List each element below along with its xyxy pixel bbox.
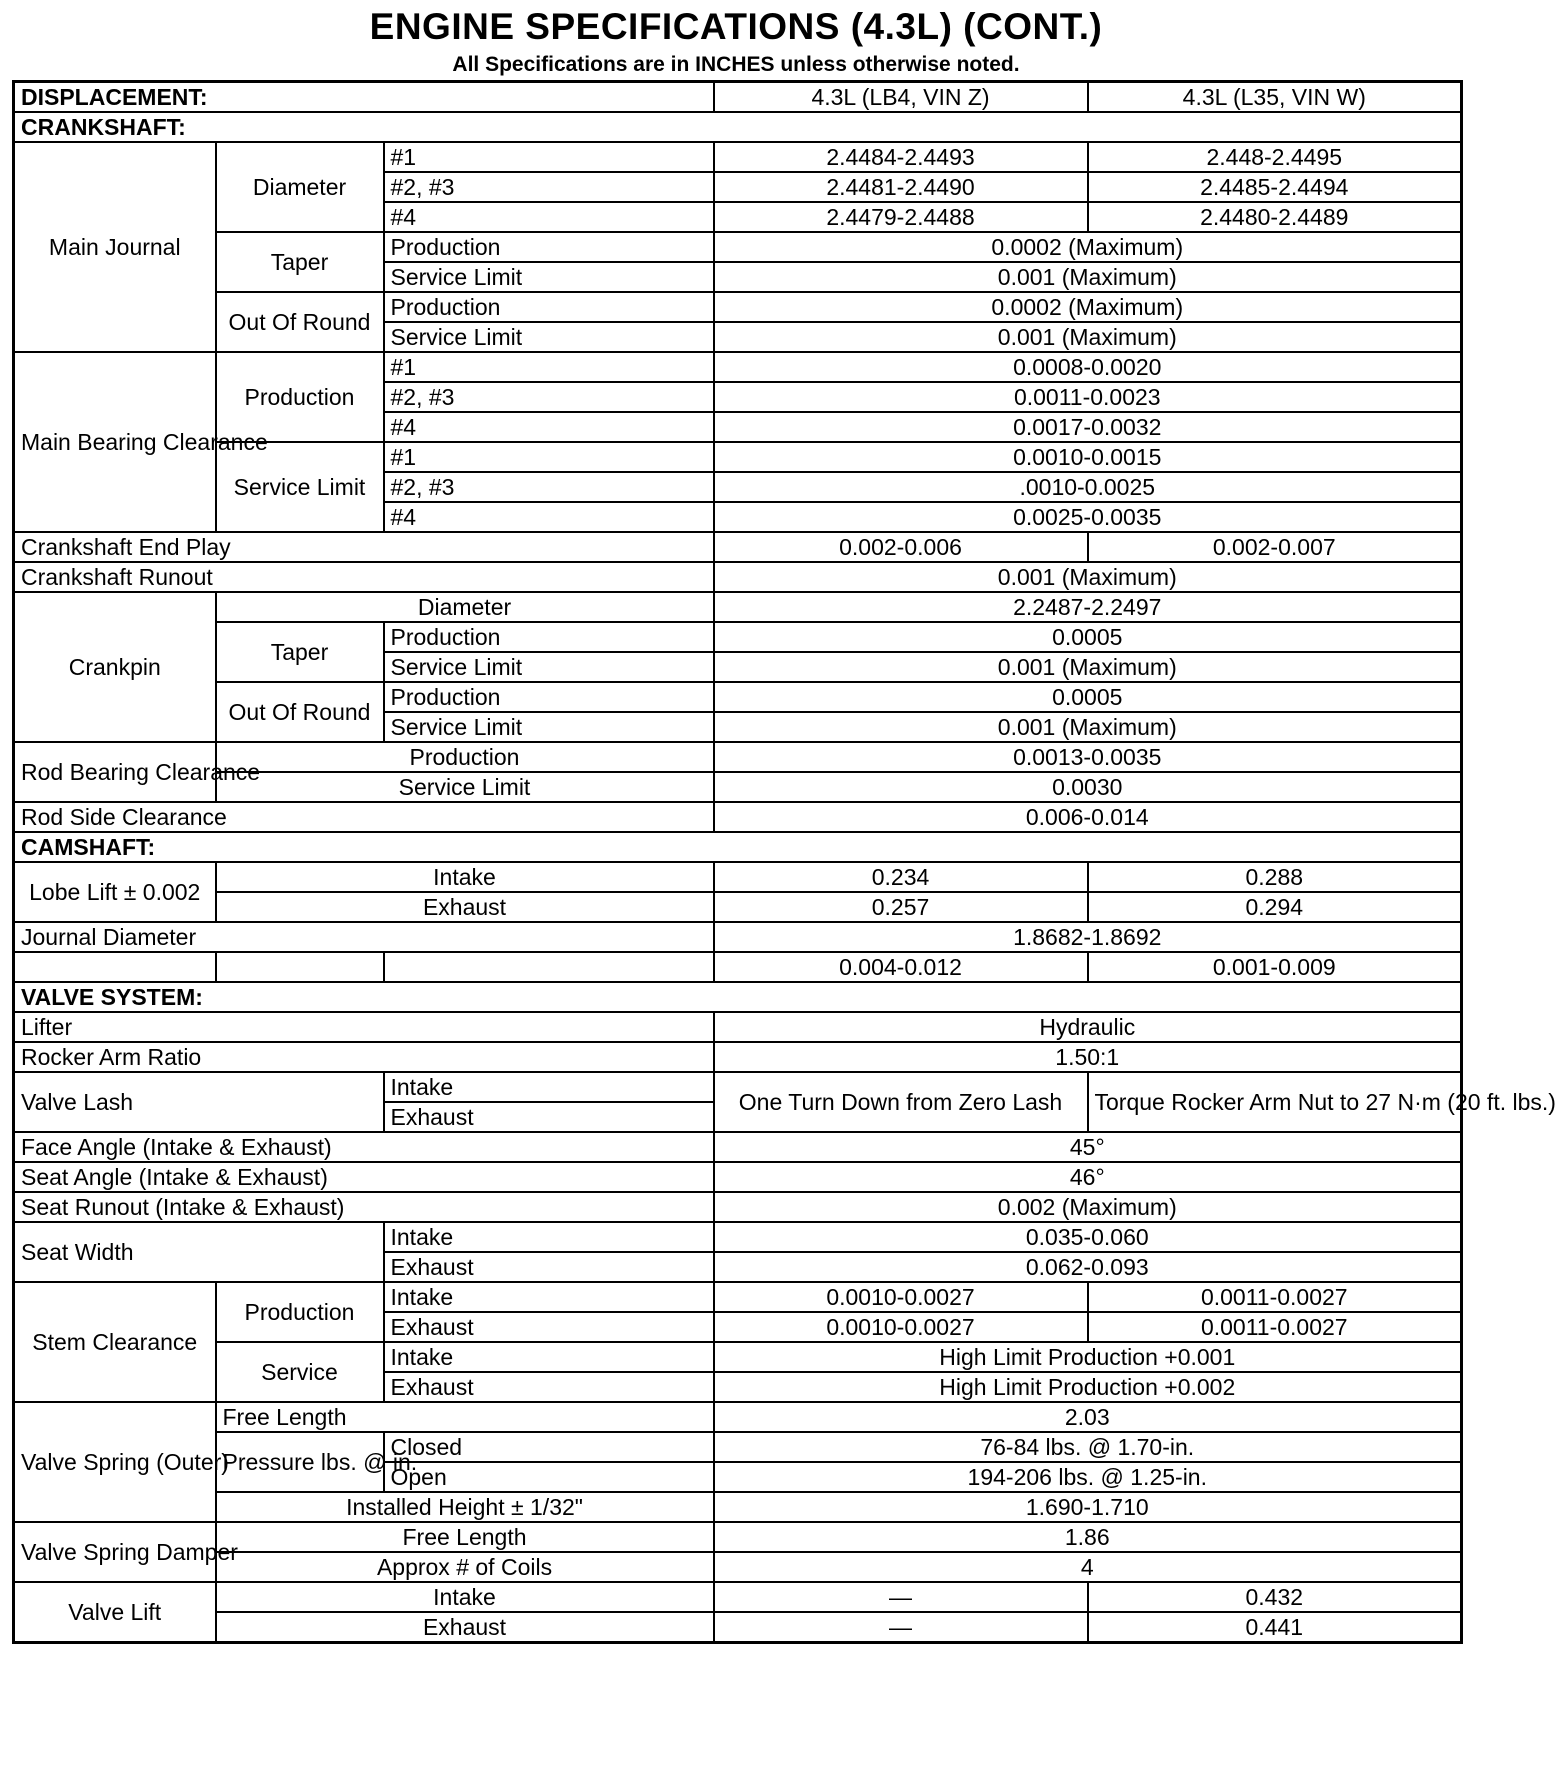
value-cell: 0.002-0.006: [714, 532, 1088, 562]
free-length-label: Free Length: [216, 1522, 714, 1552]
service-limit-label: Service Limit: [384, 652, 714, 682]
service-limit-label: Service Limit: [216, 772, 714, 802]
value-cell: 0.001 (Maximum): [714, 712, 1462, 742]
table-row: [14, 1612, 1462, 1643]
table-row: [14, 112, 1462, 142]
value-cell: 0.002 (Maximum): [714, 1192, 1462, 1222]
table-row: [14, 1582, 1462, 1612]
value-cell: 1.8682-1.8692: [714, 922, 1462, 952]
displacement-label: DISPLACEMENT:: [14, 82, 714, 113]
value-cell: 0.006-0.014: [714, 802, 1462, 832]
table-row: [14, 742, 1462, 772]
intake-label: Intake: [384, 1222, 714, 1252]
column-header-l35: 4.3L (L35, VIN W): [1088, 82, 1462, 113]
journal-diameter-label: Journal Diameter: [14, 922, 714, 952]
face-angle-label: Face Angle (Intake & Exhaust): [14, 1132, 714, 1162]
intake-label: Intake: [384, 1342, 714, 1372]
journal-number: #4: [384, 502, 714, 532]
value-cell: 2.448-2.4495: [1088, 142, 1462, 172]
table-row: [14, 922, 1462, 952]
value-cell: 0.0011-0.0023: [714, 382, 1462, 412]
value-cell: 0.0010-0.0027: [714, 1282, 1088, 1312]
value-cell: 0.0011-0.0027: [1088, 1282, 1462, 1312]
value-cell: —: [714, 1582, 1088, 1612]
value-cell: High Limit Production +0.001: [714, 1342, 1462, 1372]
lobe-lift-label: Lobe Lift ± 0.002: [14, 862, 216, 922]
valve-spring-damper-label: Valve Spring Damper: [14, 1522, 216, 1582]
value-cell: 0.0002 (Maximum): [714, 232, 1462, 262]
exhaust-label: Exhaust: [216, 892, 714, 922]
journal-number: #1: [384, 352, 714, 382]
value-cell: 0.001-0.009: [1088, 952, 1462, 982]
table-row: [14, 682, 1462, 712]
valve-lift-label: Valve Lift: [14, 1582, 216, 1643]
section-camshaft: CAMSHAFT:: [14, 832, 1462, 862]
table-row: [14, 1132, 1462, 1162]
production-label: Production: [216, 742, 714, 772]
table-row: [14, 142, 1462, 172]
valve-lash-label: Valve Lash: [14, 1072, 384, 1132]
table-row: [14, 1192, 1462, 1222]
table-row: [14, 592, 1462, 622]
empty-cell: [14, 952, 216, 982]
value-cell: 2.4481-2.4490: [714, 172, 1088, 202]
value-cell: 0.0030: [714, 772, 1462, 802]
value-cell: 0.0017-0.0032: [714, 412, 1462, 442]
value-cell: 0.257: [714, 892, 1088, 922]
value-cell: .0010-0.0025: [714, 472, 1462, 502]
value-cell: 0.0005: [714, 622, 1462, 652]
production-label: Production: [216, 1282, 384, 1342]
value-cell: One Turn Down from Zero Lash: [714, 1072, 1088, 1132]
lifter-label: Lifter: [14, 1012, 714, 1042]
table-row: [14, 622, 1462, 652]
service-limit-label: Service Limit: [384, 322, 714, 352]
diameter-label: Diameter: [216, 142, 384, 232]
table-row: [14, 982, 1462, 1012]
journal-number: #2, #3: [384, 472, 714, 502]
value-cell: 0.0008-0.0020: [714, 352, 1462, 382]
page-subtitle: All Specifications are in INCHES unless otherwise noted.: [452, 53, 1020, 76]
exhaust-label: Exhaust: [384, 1312, 714, 1342]
value-cell: High Limit Production +0.002: [714, 1372, 1462, 1402]
table-row: [14, 892, 1462, 922]
value-cell: 0.441: [1088, 1612, 1462, 1643]
value-cell: 2.4480-2.4489: [1088, 202, 1462, 232]
crankpin-label: Crankpin: [14, 592, 216, 742]
rod-side-clearance-label: Rod Side Clearance: [14, 802, 714, 832]
section-valve-system: VALVE SYSTEM:: [14, 982, 1462, 1012]
out-of-round-label: Out Of Round: [216, 682, 384, 742]
exhaust-label: Exhaust: [384, 1102, 714, 1132]
value-cell: —: [714, 1612, 1088, 1643]
journal-number: #2, #3: [384, 382, 714, 412]
value-cell: 0.0010-0.0027: [714, 1312, 1088, 1342]
value-cell: 0.0002 (Maximum): [714, 292, 1462, 322]
value-cell: 0.001 (Maximum): [714, 652, 1462, 682]
value-cell: 0.432: [1088, 1582, 1462, 1612]
value-cell: 76-84 lbs. @ 1.70-in.: [714, 1432, 1462, 1462]
coils-label: Approx # of Coils: [216, 1552, 714, 1582]
empty-cell: [384, 952, 714, 982]
empty-cell: [216, 952, 384, 982]
value-cell: 0.062-0.093: [714, 1252, 1462, 1282]
page-title: ENGINE SPECIFICATIONS (4.3L) (CONT.): [369, 6, 1103, 47]
value-cell: 0.294: [1088, 892, 1462, 922]
table-row: [14, 1522, 1462, 1552]
journal-number: #2, #3: [384, 172, 714, 202]
pressure-label: Pressure lbs. @ in.: [216, 1432, 384, 1492]
value-cell: 2.03: [714, 1402, 1462, 1432]
rocker-arm-ratio-label: Rocker Arm Ratio: [14, 1042, 714, 1072]
value-cell: 0.0010-0.0015: [714, 442, 1462, 472]
table-row: [14, 802, 1462, 832]
out-of-round-label: Out Of Round: [216, 292, 384, 352]
value-cell: 2.4479-2.4488: [714, 202, 1088, 232]
table-row: [14, 232, 1462, 262]
seat-angle-label: Seat Angle (Intake & Exhaust): [14, 1162, 714, 1192]
service-limit-label: Service Limit: [216, 442, 384, 532]
table-row: [14, 532, 1462, 562]
production-label: Production: [384, 622, 714, 652]
value-cell: 0.0011-0.0027: [1088, 1312, 1462, 1342]
value-cell: 4: [714, 1552, 1462, 1582]
rod-bearing-clearance-label: Rod Bearing Clearance: [14, 742, 216, 802]
intake-label: Intake: [216, 1582, 714, 1612]
value-cell: 1.86: [714, 1522, 1462, 1552]
taper-label: Taper: [216, 622, 384, 682]
service-limit-label: Service Limit: [384, 712, 714, 742]
value-cell: 194-206 lbs. @ 1.25-in.: [714, 1462, 1462, 1492]
seat-width-label: Seat Width: [14, 1222, 384, 1282]
value-cell: 2.4485-2.4494: [1088, 172, 1462, 202]
table-row: [14, 1042, 1462, 1072]
table-row: [14, 1342, 1462, 1372]
value-cell: 0.001 (Maximum): [714, 322, 1462, 352]
table-row: [14, 1012, 1462, 1042]
closed-label: Closed: [384, 1432, 714, 1462]
table-row: [14, 952, 1462, 982]
exhaust-label: Exhaust: [384, 1252, 714, 1282]
value-cell: 46°: [714, 1162, 1462, 1192]
value-cell: 0.004-0.012: [714, 952, 1088, 982]
value-cell: 0.234: [714, 862, 1088, 892]
value-cell: 45°: [714, 1132, 1462, 1162]
service-limit-label: Service Limit: [384, 262, 714, 292]
value-cell: 0.001 (Maximum): [714, 562, 1462, 592]
journal-number: #1: [384, 442, 714, 472]
production-label: Production: [384, 292, 714, 322]
table-row: [14, 1282, 1462, 1312]
diameter-label: Diameter: [216, 592, 714, 622]
table-row: [14, 1072, 1462, 1102]
free-length-label: Free Length: [216, 1402, 714, 1432]
value-cell: 0.288: [1088, 862, 1462, 892]
table-row: [14, 1402, 1462, 1432]
intake-label: Intake: [216, 862, 714, 892]
value-cell: 0.035-0.060: [714, 1222, 1462, 1252]
production-label: Production: [216, 352, 384, 442]
table-row: [14, 1222, 1462, 1252]
intake-label: Intake: [384, 1282, 714, 1312]
value-cell: 0.0013-0.0035: [714, 742, 1462, 772]
table-row: [14, 862, 1462, 892]
value-cell: Torque Rocker Arm Nut to 27 N·m (20 ft. lbs.): [1088, 1072, 1462, 1132]
value-cell: 2.4484-2.4493: [714, 142, 1088, 172]
production-label: Production: [384, 682, 714, 712]
intake-label: Intake: [384, 1072, 714, 1102]
taper-label: Taper: [216, 232, 384, 292]
table-row: [14, 1492, 1462, 1522]
value-cell: 0.0025-0.0035: [714, 502, 1462, 532]
table-row: [14, 82, 1462, 113]
valve-spring-label: Valve Spring (Outer): [14, 1402, 216, 1522]
exhaust-label: Exhaust: [216, 1612, 714, 1643]
table-row: [14, 1162, 1462, 1192]
main-journal-label: Main Journal: [14, 142, 216, 352]
table-row: [14, 292, 1462, 322]
runout-label: Crankshaft Runout: [14, 562, 714, 592]
end-play-label: Crankshaft End Play: [14, 532, 714, 562]
table-row: [14, 352, 1462, 382]
table-row: [14, 562, 1462, 592]
open-label: Open: [384, 1462, 714, 1492]
main-bearing-clearance-label: Main Bearing Clearance: [14, 352, 216, 532]
installed-height-label: Installed Height ± 1/32": [216, 1492, 714, 1522]
journal-number: #4: [384, 202, 714, 232]
spec-table: [12, 80, 1556, 1644]
value-cell: 0.001 (Maximum): [714, 262, 1462, 292]
value-cell: 2.2487-2.2497: [714, 592, 1462, 622]
seat-runout-label: Seat Runout (Intake & Exhaust): [14, 1192, 714, 1222]
table-row: [14, 1432, 1462, 1462]
value-cell: Hydraulic: [714, 1012, 1462, 1042]
journal-number: #4: [384, 412, 714, 442]
exhaust-label: Exhaust: [384, 1372, 714, 1402]
production-label: Production: [384, 232, 714, 262]
section-crankshaft: CRANKSHAFT:: [14, 112, 1462, 142]
value-cell: 0.002-0.007: [1088, 532, 1462, 562]
value-cell: 1.690-1.710: [714, 1492, 1462, 1522]
value-cell: 1.50:1: [714, 1042, 1462, 1072]
table-row: [14, 832, 1462, 862]
stem-clearance-label: Stem Clearance: [14, 1282, 216, 1402]
column-header-lb4: 4.3L (LB4, VIN Z): [714, 82, 1088, 113]
journal-number: #1: [384, 142, 714, 172]
service-label: Service: [216, 1342, 384, 1402]
value-cell: 0.0005: [714, 682, 1462, 712]
